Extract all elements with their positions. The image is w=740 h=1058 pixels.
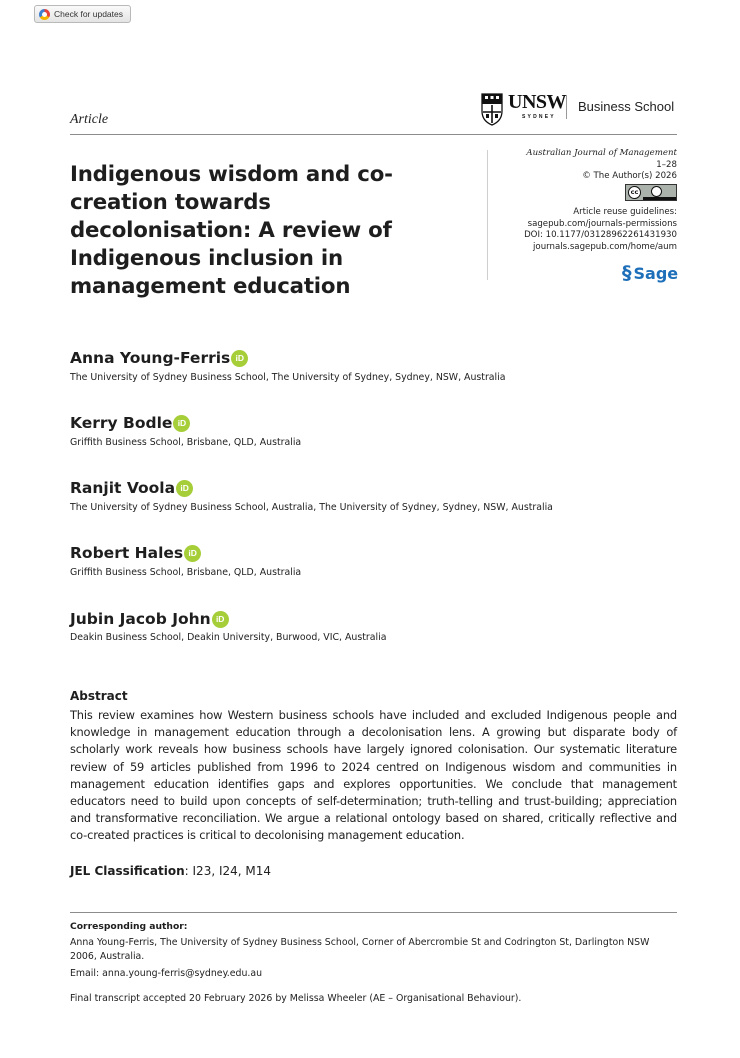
article-type-label: Article [70, 112, 109, 127]
cc-by-icon[interactable]: cc [625, 184, 677, 201]
jel-classification [70, 864, 271, 878]
logo-divider [566, 95, 567, 119]
author-affiliation: The University of Sydney Business School, The University of Sydney, Sydney, NSW, Australia [70, 372, 506, 383]
author-affiliation: The University of Sydney Business School, Australia, The University of Sydney, Sydney, NSW, Australia [70, 502, 553, 513]
unsw-logo-sub: SYDNEY [522, 114, 556, 120]
business-school-label: Business School [578, 99, 675, 114]
corresponding-author-heading: Corresponding author: [70, 921, 188, 932]
author-affiliation: Griffith Business School, Brisbane, QLD, Australia [70, 437, 302, 448]
author-name [70, 349, 248, 367]
author-name [70, 414, 190, 432]
jel-codes: : I23, I24, M14 [184, 864, 272, 878]
corresponding-author-email[interactable]: Email: anna.young-ferris@sydney.edu.au [70, 968, 263, 979]
unsw-crest-icon [481, 93, 503, 126]
orcid-icon[interactable]: iD [231, 350, 248, 367]
orcid-icon[interactable]: iD [184, 545, 201, 562]
footer-rule [70, 912, 677, 913]
abstract-body: This review examines how Western business schools have included and excluded Indigenous people and knowledge in management education through a decolonisation lens. A growing but disparate body of scholarly work reveals how business schools have largely ignored colonisation. Our systematic literature review of 59 articles published from 1996 to 2024 centred on Indigenous wisdom and communities in management education identifies gaps and explores opportunities. We conclude that management educators need to build upon concepts of self-determination; truth-telling and trust-building; appreciation and transformative reconciliation. We argue a relational ontology based on shared, critically reflective and co-created practices is critical to decolonising management education. [70, 708, 677, 843]
journal-name: Australian Journal of Management [526, 148, 677, 158]
reuse-label: Article reuse guidelines: [573, 207, 677, 217]
check-for-updates-badge[interactable] [34, 5, 131, 23]
article-title: Indigenous wisdom and co-creation towards decolonisation: A review of Indigenous inclusion in management education [70, 162, 393, 299]
author-name-text: Kerry Bodle [70, 414, 173, 432]
author-affiliation: Deakin Business School, Deakin University, Burwood, VIC, Australia [70, 632, 387, 643]
sage-logo [622, 264, 678, 283]
author-affiliation: Griffith Business School, Brisbane, QLD, Australia [70, 567, 302, 578]
author-name-text: Ranjit Voola [70, 479, 176, 497]
check-for-updates-label: Check for updates [54, 9, 123, 19]
info-divider [487, 150, 488, 280]
sage-s-icon: § [622, 262, 632, 284]
abstract-heading: Abstract [70, 689, 128, 703]
author-name-text: Jubin Jacob John [70, 610, 211, 628]
author-name [70, 610, 229, 628]
author-name-text: Robert Hales [70, 544, 184, 562]
page-range: 1–28 [656, 159, 677, 170]
author-name-text: Anna Young-Ferris [70, 349, 231, 367]
crossmark-icon [39, 9, 50, 20]
orcid-icon[interactable]: iD [212, 611, 229, 628]
orcid-icon[interactable]: iD [173, 415, 190, 432]
copyright-line: © The Author(s) 2026 [582, 171, 677, 181]
orcid-icon[interactable]: iD [176, 480, 193, 497]
unsw-logo-word: UNSW [508, 91, 567, 113]
journal-home-link[interactable]: journals.sagepub.com/home/aum [533, 241, 677, 252]
journal-info-block [524, 148, 677, 253]
sage-wordmark: Sage [633, 264, 679, 283]
reuse-link[interactable]: sagepub.com/journals-permissions [527, 218, 677, 229]
corresponding-author-address: Anna Young-Ferris, The University of Sydney Business School, Corner of Abercrombie St and Codrington St, Darlington NSW 2006, Australia. [70, 937, 650, 962]
author-name [70, 479, 193, 497]
acceptance-note: Final transcript accepted 20 February 2026 by Melissa Wheeler (AE – Organisational Behaviour). [70, 993, 522, 1004]
author-name [70, 544, 201, 562]
header-rule [70, 134, 677, 135]
jel-label: JEL Classification [70, 864, 185, 878]
doi-link[interactable]: DOI: 10.1177/03128962261431930 [524, 230, 677, 240]
